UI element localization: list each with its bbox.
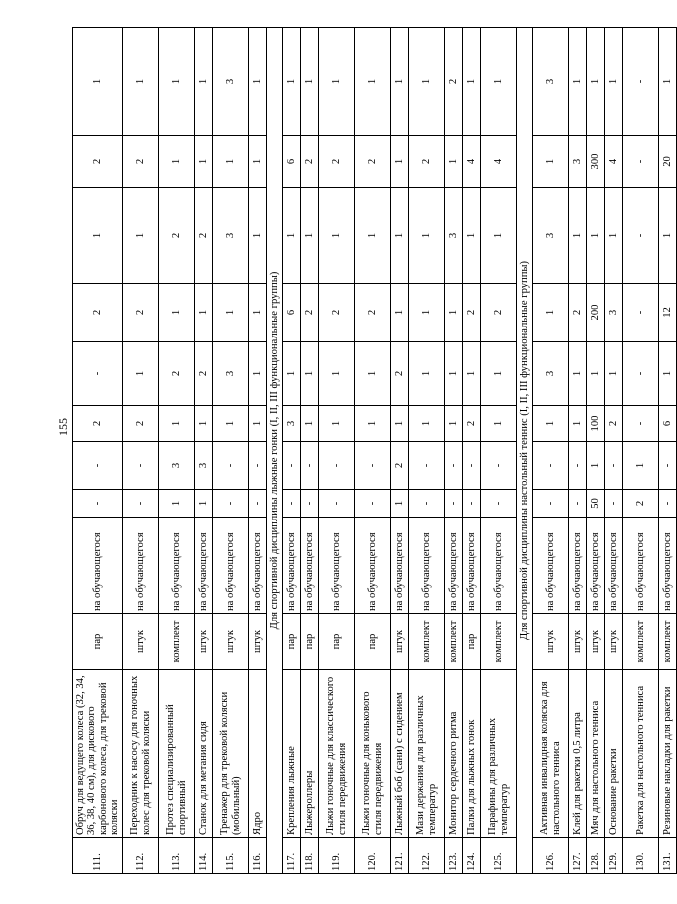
value-cell: - bbox=[659, 490, 677, 518]
value-cell: 1 bbox=[123, 342, 159, 406]
value-cell: 1 bbox=[587, 188, 605, 284]
value-cell: 1 bbox=[195, 490, 213, 518]
value-cell: 200 bbox=[587, 284, 605, 342]
item-name-cell: Палки для лыжных гонок bbox=[463, 670, 481, 838]
value-cell: 1 bbox=[159, 28, 195, 136]
value-cell: 6 bbox=[283, 284, 301, 342]
calculation-unit-cell: на обучающегося bbox=[249, 518, 267, 614]
calculation-unit-cell: на обучающегося bbox=[533, 518, 569, 614]
value-cell: 1 bbox=[249, 188, 267, 284]
value-cell: 6 bbox=[659, 406, 677, 442]
value-cell: 1 bbox=[391, 406, 409, 442]
value-cell: - bbox=[283, 442, 301, 490]
row-number-cell: 117. bbox=[283, 838, 301, 874]
value-cell: 1 bbox=[445, 342, 463, 406]
value-cell: 1 bbox=[213, 136, 249, 188]
row-number-cell: 119. bbox=[319, 838, 355, 874]
value-cell: - bbox=[481, 442, 517, 490]
value-cell: 3 bbox=[569, 136, 587, 188]
value-cell: 1 bbox=[445, 284, 463, 342]
value-cell: 1 bbox=[301, 188, 319, 284]
value-cell: 1 bbox=[73, 28, 123, 136]
calculation-unit-cell: на обучающегося bbox=[445, 518, 463, 614]
value-cell: 1 bbox=[249, 136, 267, 188]
table-row bbox=[391, 28, 409, 874]
calculation-unit-cell: на обучающегося bbox=[659, 518, 677, 614]
value-cell: - bbox=[249, 442, 267, 490]
unit-cell: штук bbox=[391, 614, 409, 670]
value-cell: 1 bbox=[195, 136, 213, 188]
value-cell: 1 bbox=[319, 406, 355, 442]
table-row bbox=[623, 28, 659, 874]
row-number-cell: 129. bbox=[605, 838, 623, 874]
row-number-cell: 130. bbox=[623, 838, 659, 874]
value-cell: 1 bbox=[463, 188, 481, 284]
calculation-unit-cell: на обучающегося bbox=[159, 518, 195, 614]
calculation-unit-cell: на обучающегося bbox=[73, 518, 123, 614]
value-cell: 3 bbox=[445, 188, 463, 284]
value-cell: 1 bbox=[195, 28, 213, 136]
unit-cell: комплект bbox=[445, 614, 463, 670]
value-cell: 1 bbox=[301, 406, 319, 442]
row-number-cell: 115. bbox=[213, 838, 249, 874]
unit-cell: штук bbox=[249, 614, 267, 670]
value-cell: 2 bbox=[159, 188, 195, 284]
value-cell: - bbox=[123, 442, 159, 490]
section-header-row bbox=[517, 28, 533, 874]
value-cell: 2 bbox=[73, 284, 123, 342]
value-cell: 1 bbox=[391, 490, 409, 518]
value-cell: 50 bbox=[587, 490, 605, 518]
value-cell: 1 bbox=[463, 342, 481, 406]
value-cell: 3 bbox=[283, 406, 301, 442]
row-number-cell: 127. bbox=[569, 838, 587, 874]
row-number-cell: 112. bbox=[123, 838, 159, 874]
row-number-cell: 128. bbox=[587, 838, 605, 874]
value-cell: 3 bbox=[533, 188, 569, 284]
value-cell: 1 bbox=[159, 406, 195, 442]
value-cell: 1 bbox=[623, 442, 659, 490]
value-cell: 12 bbox=[659, 284, 677, 342]
item-name-cell: Крепления лыжные bbox=[283, 670, 301, 838]
value-cell: 2 bbox=[481, 284, 517, 342]
table-row bbox=[587, 28, 605, 874]
value-cell: 2 bbox=[73, 406, 123, 442]
value-cell: - bbox=[355, 442, 391, 490]
unit-cell: комплект bbox=[659, 614, 677, 670]
table-row bbox=[445, 28, 463, 874]
unit-cell: штук bbox=[195, 614, 213, 670]
value-cell: - bbox=[409, 490, 445, 518]
value-cell: 1 bbox=[195, 284, 213, 342]
value-cell: 3 bbox=[605, 284, 623, 342]
value-cell: 1 bbox=[659, 188, 677, 284]
item-name-cell: Ракетка для настольного тенниса bbox=[623, 670, 659, 838]
value-cell: 2 bbox=[391, 342, 409, 406]
unit-cell: штук bbox=[533, 614, 569, 670]
value-cell: - bbox=[73, 442, 123, 490]
value-cell: 4 bbox=[481, 136, 517, 188]
item-name-cell: Лыжероллеры bbox=[301, 670, 319, 838]
value-cell: 1 bbox=[409, 188, 445, 284]
value-cell: 3 bbox=[533, 28, 569, 136]
value-cell: 1 bbox=[249, 406, 267, 442]
value-cell: - bbox=[569, 490, 587, 518]
value-cell: 6 bbox=[283, 136, 301, 188]
calculation-unit-cell: на обучающегося bbox=[355, 518, 391, 614]
value-cell: 1 bbox=[481, 28, 517, 136]
item-name-cell: Мяч для настольного тенниса bbox=[587, 670, 605, 838]
row-number-cell: 113. bbox=[159, 838, 195, 874]
value-cell: 1 bbox=[159, 490, 195, 518]
value-cell: - bbox=[213, 442, 249, 490]
calculation-unit-cell: на обучающегося bbox=[391, 518, 409, 614]
value-cell: 3 bbox=[213, 188, 249, 284]
unit-cell: комплект bbox=[409, 614, 445, 670]
calculation-unit-cell: на обучающегося bbox=[463, 518, 481, 614]
item-name-cell: Станок для метания сидя bbox=[195, 670, 213, 838]
item-name-cell: Клей для ракетки 0,5 литра bbox=[569, 670, 587, 838]
value-cell: 1 bbox=[213, 406, 249, 442]
rotated-table-container bbox=[72, 28, 673, 874]
value-cell: - bbox=[409, 442, 445, 490]
table-row bbox=[123, 28, 159, 874]
unit-cell: пар bbox=[355, 614, 391, 670]
item-name-cell: Мази держания для различных температур bbox=[409, 670, 445, 838]
unit-cell: штук bbox=[213, 614, 249, 670]
row-number-cell: 124. bbox=[463, 838, 481, 874]
value-cell: 1 bbox=[355, 188, 391, 284]
value-cell: - bbox=[533, 490, 569, 518]
calculation-unit-cell: на обучающегося bbox=[195, 518, 213, 614]
value-cell: - bbox=[301, 490, 319, 518]
value-cell: 1 bbox=[195, 406, 213, 442]
calculation-unit-cell: на обучающегося bbox=[409, 518, 445, 614]
unit-cell: комплект bbox=[481, 614, 517, 670]
value-cell: 1 bbox=[391, 28, 409, 136]
value-cell: 1 bbox=[391, 136, 409, 188]
unit-cell: комплект bbox=[159, 614, 195, 670]
value-cell: 3 bbox=[159, 442, 195, 490]
value-cell: 2 bbox=[123, 284, 159, 342]
value-cell: 1 bbox=[481, 406, 517, 442]
value-cell: 4 bbox=[463, 136, 481, 188]
value-cell: 1 bbox=[533, 284, 569, 342]
table-row bbox=[249, 28, 267, 874]
value-cell: 1 bbox=[283, 188, 301, 284]
calculation-unit-cell: на обучающегося bbox=[283, 518, 301, 614]
value-cell: 2 bbox=[195, 188, 213, 284]
value-cell: 2 bbox=[73, 136, 123, 188]
value-cell: - bbox=[659, 442, 677, 490]
value-cell: 4 bbox=[605, 136, 623, 188]
calculation-unit-cell: на обучающегося bbox=[319, 518, 355, 614]
value-cell: 1 bbox=[301, 342, 319, 406]
value-cell: 1 bbox=[283, 28, 301, 136]
item-name-cell: Парафины для различных температур bbox=[481, 670, 517, 838]
value-cell: - bbox=[533, 442, 569, 490]
value-cell: 2 bbox=[463, 284, 481, 342]
value-cell: 3 bbox=[213, 342, 249, 406]
value-cell: 2 bbox=[123, 406, 159, 442]
value-cell: 1 bbox=[409, 28, 445, 136]
calculation-unit-cell: на обучающегося bbox=[301, 518, 319, 614]
item-name-cell: Лыжный боб (сани) с сидением bbox=[391, 670, 409, 838]
row-number-cell: 126. bbox=[533, 838, 569, 874]
value-cell: 1 bbox=[659, 28, 677, 136]
value-cell: 1 bbox=[355, 28, 391, 136]
value-cell: 1 bbox=[355, 342, 391, 406]
row-number-cell: 118. bbox=[301, 838, 319, 874]
value-cell: 1 bbox=[659, 342, 677, 406]
value-cell: 3 bbox=[533, 342, 569, 406]
value-cell: 1 bbox=[319, 28, 355, 136]
table-row bbox=[195, 28, 213, 874]
value-cell: 1 bbox=[355, 406, 391, 442]
unit-cell: пар bbox=[283, 614, 301, 670]
value-cell: - bbox=[123, 490, 159, 518]
value-cell: - bbox=[301, 442, 319, 490]
item-name-cell: Лыжи гоночные для конькового стиля передвижения bbox=[355, 670, 391, 838]
value-cell: - bbox=[605, 490, 623, 518]
equipment-table bbox=[72, 27, 677, 874]
value-cell: 1 bbox=[445, 406, 463, 442]
value-cell: 1 bbox=[605, 28, 623, 136]
value-cell: 2 bbox=[463, 406, 481, 442]
section-title: Для спортивной дисциплины лыжные гонки (I, II, III функциональные группы) bbox=[267, 28, 283, 874]
item-name-cell: Переходник к насосу для гоночных колес для трековой коляски bbox=[123, 670, 159, 838]
value-cell: 1 bbox=[159, 284, 195, 342]
item-name-cell: Тренажер для трековой коляски (мобильный) bbox=[213, 670, 249, 838]
value-cell: 20 bbox=[659, 136, 677, 188]
value-cell: - bbox=[283, 490, 301, 518]
value-cell: 2 bbox=[445, 28, 463, 136]
value-cell: 1 bbox=[123, 28, 159, 136]
value-cell: 2 bbox=[355, 136, 391, 188]
value-cell: 2 bbox=[159, 342, 195, 406]
value-cell: - bbox=[605, 442, 623, 490]
value-cell: 1 bbox=[587, 442, 605, 490]
value-cell: - bbox=[445, 490, 463, 518]
value-cell: 2 bbox=[409, 136, 445, 188]
value-cell: 2 bbox=[355, 284, 391, 342]
table-row bbox=[159, 28, 195, 874]
value-cell: 1 bbox=[569, 342, 587, 406]
table-row bbox=[319, 28, 355, 874]
value-cell: 1 bbox=[73, 188, 123, 284]
value-cell: - bbox=[463, 490, 481, 518]
value-cell: - bbox=[569, 442, 587, 490]
calculation-unit-cell: на обучающегося bbox=[481, 518, 517, 614]
table-row bbox=[301, 28, 319, 874]
value-cell: 1 bbox=[409, 406, 445, 442]
row-number-cell: 131. bbox=[659, 838, 677, 874]
item-name-cell: Активная инвалидная коляска для настольного тенниса bbox=[533, 670, 569, 838]
row-number-cell: 125. bbox=[481, 838, 517, 874]
item-name-cell: Основание ракетки bbox=[605, 670, 623, 838]
calculation-unit-cell: на обучающегося bbox=[605, 518, 623, 614]
value-cell: - bbox=[319, 490, 355, 518]
value-cell: 1 bbox=[409, 284, 445, 342]
value-cell: 2 bbox=[195, 342, 213, 406]
value-cell: 100 bbox=[587, 406, 605, 442]
value-cell: - bbox=[463, 442, 481, 490]
value-cell: 1 bbox=[605, 188, 623, 284]
value-cell: - bbox=[213, 490, 249, 518]
value-cell: - bbox=[319, 442, 355, 490]
section-header-row bbox=[267, 28, 283, 874]
unit-cell: штук bbox=[123, 614, 159, 670]
table-row bbox=[73, 28, 123, 874]
calculation-unit-cell: на обучающегося bbox=[213, 518, 249, 614]
section-title: Для спортивной дисциплины настольный теннис (I, II, III функциональные группы) bbox=[517, 28, 533, 874]
value-cell: 1 bbox=[605, 342, 623, 406]
value-cell: - bbox=[355, 490, 391, 518]
table-body bbox=[73, 28, 677, 874]
value-cell: - bbox=[623, 28, 659, 136]
value-cell: - bbox=[623, 136, 659, 188]
value-cell: 1 bbox=[283, 342, 301, 406]
value-cell: 1 bbox=[213, 284, 249, 342]
row-number-cell: 111. bbox=[73, 838, 123, 874]
value-cell: - bbox=[73, 342, 123, 406]
row-number-cell: 114. bbox=[195, 838, 213, 874]
value-cell: 1 bbox=[445, 136, 463, 188]
unit-cell: пар bbox=[73, 614, 123, 670]
value-cell: 2 bbox=[319, 284, 355, 342]
table-row bbox=[605, 28, 623, 874]
unit-cell: комплект bbox=[623, 614, 659, 670]
calculation-unit-cell: на обучающегося bbox=[569, 518, 587, 614]
row-number-cell: 123. bbox=[445, 838, 463, 874]
value-cell: 1 bbox=[463, 28, 481, 136]
value-cell: - bbox=[445, 442, 463, 490]
value-cell: 1 bbox=[569, 188, 587, 284]
calculation-unit-cell: на обучающегося bbox=[623, 518, 659, 614]
value-cell: - bbox=[481, 490, 517, 518]
table-row bbox=[481, 28, 517, 874]
value-cell: 1 bbox=[159, 136, 195, 188]
item-name-cell: Резиновые накладки для ракетки bbox=[659, 670, 677, 838]
value-cell: 1 bbox=[533, 136, 569, 188]
value-cell: 1 bbox=[481, 342, 517, 406]
value-cell: 3 bbox=[195, 442, 213, 490]
value-cell: 2 bbox=[319, 136, 355, 188]
row-number-cell: 121. bbox=[391, 838, 409, 874]
item-name-cell: Протез специализированный спортивный bbox=[159, 670, 195, 838]
value-cell: 1 bbox=[391, 188, 409, 284]
item-name-cell: Обруч для ведущего колеса (32, 34, 36, 38, 40 см), для дискового карбонового колеса, для трековой коляски bbox=[73, 670, 123, 838]
table-row bbox=[409, 28, 445, 874]
table-row bbox=[569, 28, 587, 874]
item-name-cell: Ядро bbox=[249, 670, 267, 838]
value-cell: 1 bbox=[391, 284, 409, 342]
value-cell: 2 bbox=[391, 442, 409, 490]
table-row bbox=[283, 28, 301, 874]
value-cell: 1 bbox=[587, 28, 605, 136]
unit-cell: штук bbox=[587, 614, 605, 670]
unit-cell: пар bbox=[319, 614, 355, 670]
value-cell: 1 bbox=[481, 188, 517, 284]
unit-cell: пар bbox=[463, 614, 481, 670]
value-cell: 1 bbox=[319, 342, 355, 406]
value-cell: 1 bbox=[587, 342, 605, 406]
value-cell: 2 bbox=[605, 406, 623, 442]
value-cell: - bbox=[623, 406, 659, 442]
item-name-cell: Лыжи гоночные для классического стиля передвижения bbox=[319, 670, 355, 838]
value-cell: 1 bbox=[249, 28, 267, 136]
table-row bbox=[659, 28, 677, 874]
unit-cell: пар bbox=[301, 614, 319, 670]
value-cell: 2 bbox=[123, 136, 159, 188]
calculation-unit-cell: на обучающегося bbox=[123, 518, 159, 614]
item-name-cell: Монитор сердечного ритма bbox=[445, 670, 463, 838]
unit-cell: штук bbox=[569, 614, 587, 670]
table-row bbox=[533, 28, 569, 874]
row-number-cell: 122. bbox=[409, 838, 445, 874]
value-cell: 1 bbox=[319, 188, 355, 284]
value-cell: 2 bbox=[569, 284, 587, 342]
value-cell: 2 bbox=[623, 490, 659, 518]
value-cell: 1 bbox=[569, 28, 587, 136]
value-cell: 300 bbox=[587, 136, 605, 188]
value-cell: 2 bbox=[301, 136, 319, 188]
value-cell: - bbox=[623, 284, 659, 342]
value-cell: 1 bbox=[569, 406, 587, 442]
value-cell: - bbox=[623, 188, 659, 284]
row-number-cell: 116. bbox=[249, 838, 267, 874]
table-row bbox=[213, 28, 249, 874]
value-cell: 1 bbox=[249, 342, 267, 406]
value-cell: - bbox=[249, 490, 267, 518]
value-cell: 1 bbox=[409, 342, 445, 406]
value-cell: 1 bbox=[123, 188, 159, 284]
value-cell: 1 bbox=[533, 406, 569, 442]
value-cell: 2 bbox=[301, 284, 319, 342]
value-cell: - bbox=[623, 342, 659, 406]
unit-cell: штук bbox=[605, 614, 623, 670]
value-cell: - bbox=[73, 490, 123, 518]
page-number: 155 bbox=[56, 418, 70, 436]
value-cell: 1 bbox=[249, 284, 267, 342]
row-number-cell: 120. bbox=[355, 838, 391, 874]
value-cell: 1 bbox=[301, 28, 319, 136]
table-row bbox=[355, 28, 391, 874]
calculation-unit-cell: на обучающегося bbox=[587, 518, 605, 614]
table-row bbox=[463, 28, 481, 874]
value-cell: 3 bbox=[213, 28, 249, 136]
